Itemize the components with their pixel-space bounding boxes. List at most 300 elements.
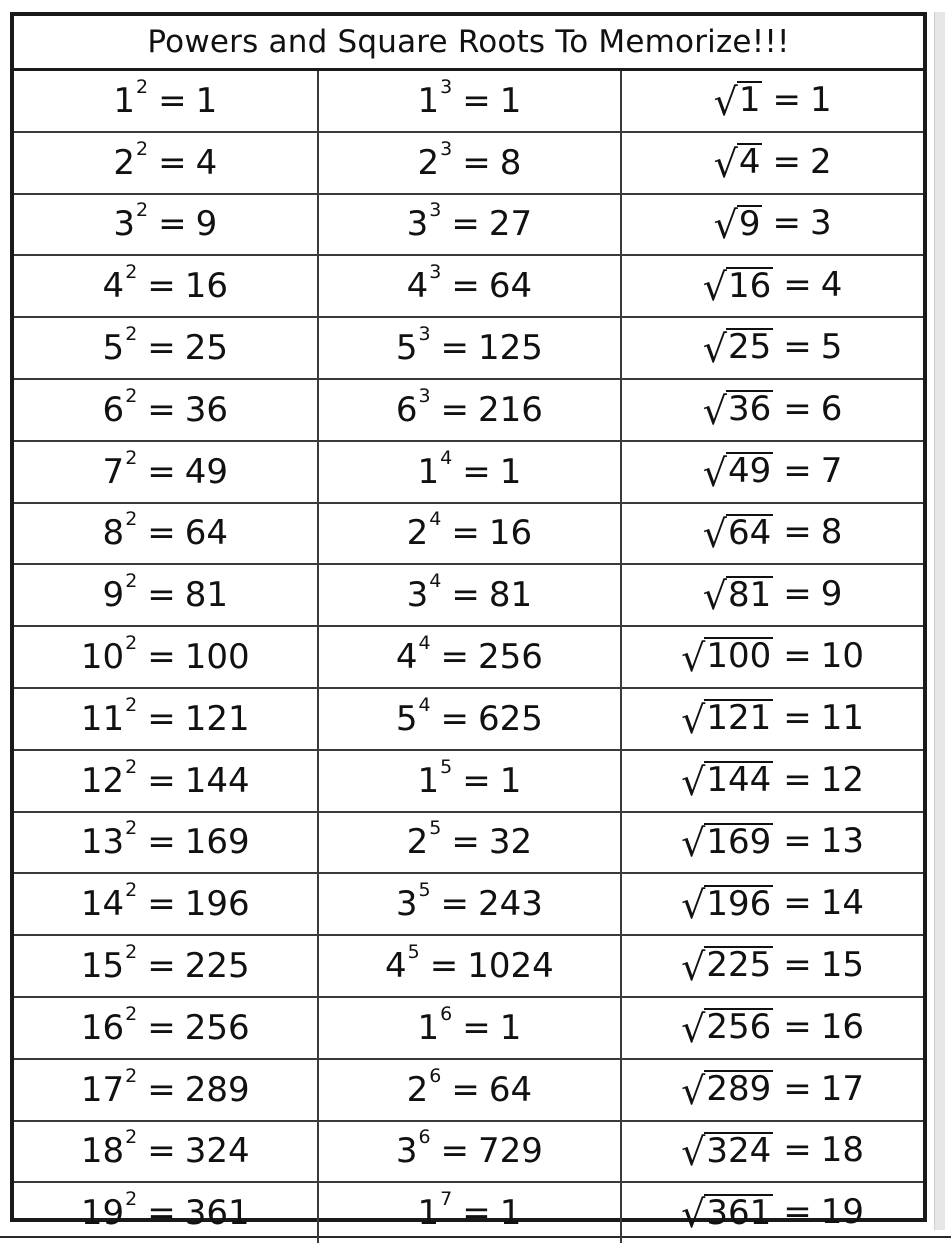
power-cell: [318, 379, 622, 441]
equation: [702, 574, 843, 619]
table-row: [14, 1121, 923, 1183]
table-row: [14, 688, 923, 750]
result: 256: [478, 637, 543, 678]
result: 196: [184, 884, 250, 925]
equals-sign: =: [783, 327, 812, 368]
equals-sign: =: [147, 266, 176, 307]
equals-sign: =: [451, 204, 480, 245]
result: 32: [488, 822, 533, 863]
equation: [406, 508, 533, 554]
radical-sign-icon: √: [681, 636, 706, 681]
exponent: 5: [407, 941, 420, 964]
equals-sign: =: [462, 760, 491, 801]
exponent: 5: [440, 755, 453, 778]
equation: [417, 1188, 522, 1234]
equals-sign: =: [462, 142, 491, 183]
equation: [80, 755, 250, 801]
exponent: 4: [440, 446, 453, 469]
square-root-cell: [621, 71, 923, 132]
equation: [80, 941, 250, 987]
exponent: 4: [418, 632, 431, 655]
power-cell: [318, 1121, 622, 1183]
equals-sign: =: [783, 883, 812, 924]
equation: [385, 941, 554, 987]
result: 100: [184, 637, 250, 678]
power-cell: [318, 626, 622, 688]
equation: [102, 446, 229, 492]
table-row: [14, 503, 923, 565]
square-cell: [14, 812, 318, 874]
square-root-cell: [621, 379, 923, 441]
radical-sign-icon: √: [713, 203, 738, 248]
exponent: 3: [429, 199, 442, 222]
square-cell: [14, 688, 318, 750]
equals-sign: =: [147, 637, 176, 678]
power-cell: [318, 873, 622, 935]
power-cell: [318, 503, 622, 565]
base: 4: [385, 946, 407, 987]
exponent: 2: [125, 1126, 138, 1149]
radicand: 9: [738, 203, 761, 244]
result: 8: [820, 512, 843, 553]
radicand: 25: [728, 327, 772, 368]
equation: [395, 384, 543, 430]
result: 14: [820, 883, 865, 924]
result: 16: [184, 266, 229, 307]
exponent: 4: [429, 508, 442, 531]
base: 3: [395, 1131, 418, 1172]
equation: [702, 450, 843, 495]
equation: [681, 821, 865, 866]
equals-sign: =: [440, 698, 470, 739]
result: 1024: [467, 946, 554, 987]
square-cell: [14, 564, 318, 626]
exponent: 3: [429, 261, 442, 284]
equation: [713, 141, 832, 186]
base: 3: [406, 575, 429, 616]
power-cell: [318, 441, 622, 503]
exponent: 5: [429, 817, 442, 840]
equals-sign: =: [158, 204, 187, 245]
equals-sign: =: [147, 1069, 176, 1110]
exponent: 6: [440, 1002, 453, 1025]
power-cell: [318, 812, 622, 874]
equation: [102, 508, 229, 554]
equation: [113, 137, 218, 183]
square-root-cell: [621, 441, 923, 503]
square-root: [713, 141, 763, 186]
radical-sign-icon: √: [702, 327, 727, 372]
result: 216: [478, 389, 543, 430]
result: 64: [488, 266, 533, 307]
base: 3: [113, 204, 135, 245]
square-root: [681, 1068, 773, 1113]
equals-sign: =: [147, 1193, 176, 1234]
base: 4: [406, 266, 429, 307]
square-root-cell: [621, 132, 923, 194]
result: 144: [184, 760, 250, 801]
equals-sign: =: [147, 1007, 176, 1048]
result: 243: [478, 884, 543, 925]
base: 1: [417, 1193, 440, 1234]
equation: [417, 75, 522, 121]
equals-sign: =: [783, 512, 812, 553]
table-row: [14, 441, 923, 503]
equation: [80, 1126, 250, 1172]
square-root: [702, 388, 773, 433]
exponent: 6: [418, 1126, 431, 1149]
power-cell: [318, 564, 622, 626]
exponent: 2: [125, 941, 138, 964]
equals-sign: =: [147, 822, 176, 863]
radical-sign-icon: √: [681, 1068, 706, 1113]
square-root-cell: [621, 1121, 923, 1183]
exponent: 3: [440, 137, 453, 160]
square-root-cell: [621, 1059, 923, 1121]
exponent: 2: [125, 508, 138, 531]
exponent: 3: [440, 75, 453, 98]
result: 16: [488, 513, 533, 554]
square-root: [702, 265, 773, 310]
equals-sign: =: [158, 142, 187, 183]
table-row: [14, 255, 923, 317]
equals-sign: =: [147, 760, 176, 801]
equals-sign: =: [451, 1069, 480, 1110]
square-root: [681, 759, 773, 804]
base: 2: [406, 1069, 429, 1110]
equation: [80, 1188, 250, 1234]
radicand: 81: [728, 574, 772, 615]
equation: [713, 203, 832, 248]
equals-sign: =: [451, 575, 480, 616]
square-cell: [14, 255, 318, 317]
square-root: [681, 697, 773, 742]
radical-sign-icon: √: [702, 265, 727, 310]
exponent: 4: [418, 693, 431, 716]
base: 4: [395, 637, 418, 678]
equation: [406, 199, 533, 245]
square-root-cell: [621, 997, 923, 1059]
equals-sign: =: [783, 759, 812, 800]
result: 3: [809, 203, 832, 244]
base: 6: [395, 389, 418, 430]
square-cell: [14, 503, 318, 565]
result: 8: [499, 142, 522, 183]
exponent: 2: [125, 1002, 138, 1025]
table-row: [14, 379, 923, 441]
base: 16: [80, 1007, 125, 1048]
radical-sign-icon: √: [681, 1006, 706, 1051]
table-row: [14, 750, 923, 812]
base: 2: [406, 822, 429, 863]
equals-sign: =: [147, 946, 176, 987]
equation: [102, 384, 229, 430]
equals-sign: =: [451, 822, 480, 863]
exponent: 2: [125, 446, 138, 469]
table-row: [14, 935, 923, 997]
equals-sign: =: [440, 884, 470, 925]
equals-sign: =: [783, 1068, 812, 1109]
equation: [681, 1006, 865, 1051]
radical-sign-icon: √: [681, 759, 706, 804]
equation: [395, 1126, 543, 1172]
square-root: [702, 512, 773, 557]
equation: [702, 327, 843, 372]
equals-sign: =: [147, 513, 176, 554]
result: 169: [184, 822, 250, 863]
result: 289: [184, 1069, 250, 1110]
square-root: [702, 574, 773, 619]
result: 1: [809, 79, 832, 120]
radical-sign-icon: √: [702, 574, 727, 619]
result: 81: [488, 575, 533, 616]
base: 15: [80, 946, 125, 987]
exponent: 4: [429, 570, 442, 593]
equals-sign: =: [147, 328, 176, 369]
base: 7: [102, 451, 125, 492]
power-cell: [318, 132, 622, 194]
radicand: 64: [728, 512, 772, 553]
radicand: 16: [728, 265, 772, 306]
equals-sign: =: [440, 389, 470, 430]
radicand: 324: [706, 1130, 772, 1171]
equals-sign: =: [147, 884, 176, 925]
square-cell: [14, 626, 318, 688]
table-row: [14, 873, 923, 935]
radical-sign-icon: √: [681, 821, 706, 866]
equals-sign: =: [462, 451, 491, 492]
square-root-cell: [621, 626, 923, 688]
base: 5: [395, 328, 418, 369]
result: 729: [478, 1131, 543, 1172]
radicand: 121: [706, 698, 772, 739]
radicand: 256: [706, 1007, 772, 1048]
base: 1: [417, 760, 440, 801]
power-cell: [318, 71, 622, 132]
equation: [702, 388, 843, 433]
equation: [113, 75, 218, 121]
result: 2: [809, 141, 832, 182]
square-cell: [14, 132, 318, 194]
radicand: 196: [706, 883, 772, 924]
result: 25: [184, 328, 229, 369]
equation: [681, 1192, 865, 1237]
base: 8: [102, 513, 125, 554]
base: 3: [406, 204, 429, 245]
equals-sign: =: [772, 79, 801, 120]
square-root: [713, 79, 763, 124]
base: 1: [417, 1007, 440, 1048]
worksheet-title: Powers and Square Roots To Memorize!!!: [14, 16, 923, 71]
equals-sign: =: [783, 1006, 812, 1047]
square-root-cell: [621, 1182, 923, 1243]
result: 12: [820, 759, 865, 800]
exponent: 2: [125, 323, 138, 346]
exponent: 6: [429, 1064, 442, 1087]
square-root: [681, 636, 773, 681]
equation: [702, 512, 843, 557]
square-root: [681, 945, 773, 990]
equals-sign: =: [147, 575, 176, 616]
base: 9: [102, 575, 125, 616]
exponent: 2: [136, 137, 149, 160]
result: 256: [184, 1007, 250, 1048]
equals-sign: =: [783, 636, 812, 677]
equation: [681, 697, 865, 742]
equals-sign: =: [147, 1131, 176, 1172]
table-row: [14, 997, 923, 1059]
table-row: [14, 194, 923, 256]
base: 1: [417, 451, 440, 492]
equation: [417, 755, 522, 801]
equation: [702, 265, 843, 310]
table-row: [14, 71, 923, 132]
exponent: 2: [136, 199, 149, 222]
equation: [80, 632, 250, 678]
square-cell: [14, 997, 318, 1059]
result: 625: [478, 698, 543, 739]
equals-sign: =: [462, 1193, 491, 1234]
base: 5: [395, 698, 418, 739]
square-root-cell: [621, 935, 923, 997]
equals-sign: =: [147, 451, 176, 492]
table-row: [14, 812, 923, 874]
result: 4: [820, 265, 843, 306]
square-root: [713, 203, 763, 248]
equation: [406, 570, 533, 616]
result: 5: [820, 327, 843, 368]
square-root-cell: [621, 873, 923, 935]
equation: [681, 759, 865, 804]
square-root-cell: [621, 255, 923, 317]
result: 19: [820, 1192, 865, 1233]
power-cell: [318, 255, 622, 317]
equals-sign: =: [462, 80, 491, 121]
equation: [102, 570, 229, 616]
square-root-cell: [621, 503, 923, 565]
power-cell: [318, 194, 622, 256]
equation: [417, 137, 522, 183]
equals-sign: =: [783, 821, 812, 862]
power-cell: [318, 688, 622, 750]
base: 3: [395, 884, 418, 925]
equation: [681, 1130, 865, 1175]
base: 5: [102, 328, 125, 369]
base: 12: [80, 760, 125, 801]
exponent: 2: [125, 570, 138, 593]
result: 64: [184, 513, 229, 554]
equation: [406, 817, 533, 863]
result: 4: [195, 142, 218, 183]
square-cell: [14, 379, 318, 441]
exponent: 5: [418, 879, 431, 902]
square-root-cell: [621, 317, 923, 379]
radicand: 1: [738, 80, 761, 121]
result: 17: [820, 1068, 865, 1109]
result: 225: [184, 946, 250, 987]
equals-sign: =: [440, 637, 470, 678]
result: 64: [488, 1069, 533, 1110]
square-root-cell: [621, 194, 923, 256]
equals-sign: =: [440, 328, 470, 369]
table-row: [14, 317, 923, 379]
result: 10: [820, 636, 865, 677]
exponent: 2: [125, 1188, 138, 1211]
square-root: [681, 1006, 773, 1051]
result: 13: [820, 821, 865, 862]
result: 36: [184, 389, 229, 430]
table-body: [14, 71, 923, 1243]
radical-sign-icon: √: [681, 697, 706, 742]
equals-sign: =: [783, 697, 812, 738]
equation: [713, 79, 832, 124]
equals-sign: =: [772, 141, 801, 182]
exponent: 2: [125, 693, 138, 716]
base: 17: [80, 1069, 125, 1110]
table-row: [14, 1059, 923, 1121]
equals-sign: =: [147, 389, 176, 430]
equation: [395, 632, 543, 678]
equation: [80, 1064, 250, 1110]
base: 4: [102, 266, 125, 307]
base: 1: [417, 80, 440, 121]
radical-sign-icon: √: [713, 79, 738, 124]
base: 2: [406, 513, 429, 554]
equals-sign: =: [429, 946, 459, 987]
table-row: [14, 1182, 923, 1243]
square-root: [702, 327, 773, 372]
result: 324: [184, 1131, 250, 1172]
radicand: 144: [706, 759, 772, 800]
square-cell: [14, 71, 318, 132]
equation: [681, 636, 865, 681]
equation: [102, 261, 229, 307]
exponent: 3: [418, 323, 431, 346]
table-row: [14, 626, 923, 688]
power-cell: [318, 317, 622, 379]
square-cell: [14, 194, 318, 256]
result: 9: [820, 574, 843, 615]
square-root: [681, 1130, 773, 1175]
radicand: 49: [728, 450, 772, 491]
square-root: [681, 1192, 773, 1237]
power-cell: [318, 750, 622, 812]
worksheet: [10, 12, 927, 1237]
square-root-cell: [621, 688, 923, 750]
square-cell: [14, 873, 318, 935]
power-cell: [318, 997, 622, 1059]
base: 2: [113, 142, 135, 183]
square-root: [681, 883, 773, 928]
radical-sign-icon: √: [681, 883, 706, 928]
result: 7: [820, 450, 843, 491]
result: 16: [820, 1006, 865, 1047]
radical-sign-icon: √: [681, 1192, 706, 1237]
exponent: 2: [125, 261, 138, 284]
square-root: [681, 821, 773, 866]
radical-sign-icon: √: [713, 141, 738, 186]
result: 1: [195, 80, 218, 121]
radical-sign-icon: √: [702, 450, 727, 495]
equals-sign: =: [462, 1007, 491, 1048]
result: 1: [499, 1007, 522, 1048]
result: 121: [184, 698, 250, 739]
result: 11: [820, 697, 865, 738]
equation: [417, 446, 522, 492]
result: 27: [488, 204, 533, 245]
base: 14: [80, 884, 125, 925]
square-cell: [14, 317, 318, 379]
